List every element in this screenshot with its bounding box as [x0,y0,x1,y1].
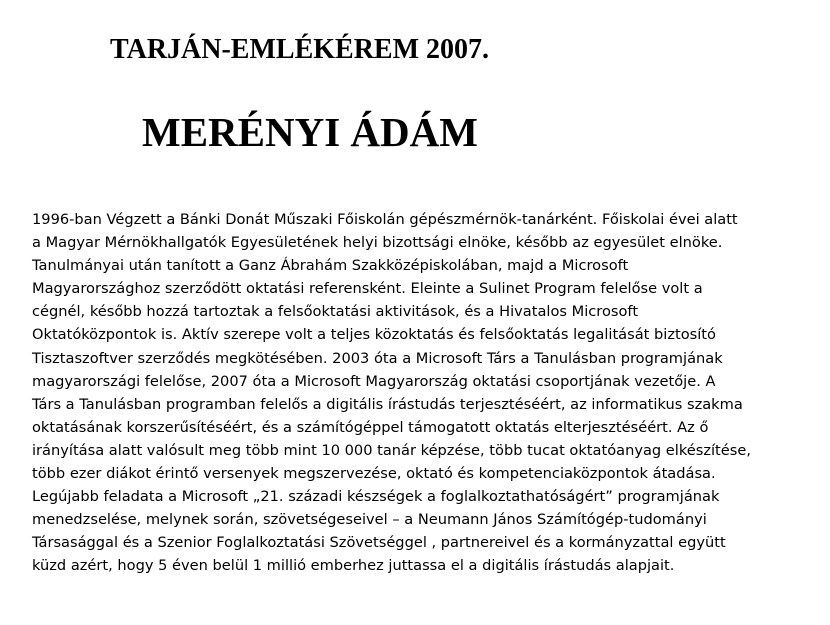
paragraph-line: magyarországi felelőse, 2007 óta a Microsoft Magyarország oktatási csoportjának vezetője. A [32,372,716,390]
paragraph-line: küzd azért, hogy 5 éven belül 1 millió emberhez juttassa el a digitális írástudás alapjait. [32,557,675,575]
paragraph-line: 1996-ban Végzett a Bánki Donát Műszaki Főiskolán gépészmérnök-tanárként. Főiskolai évei alatt [32,211,738,228]
paragraph-line: Társ a Tanulásban programban felelős a digitális írástudás terjesztéséért, az informatikus szakma [32,395,743,413]
biography-paragraph [32,208,792,578]
paragraph-line: Tanulmányai után tanított a Ganz Ábrahám Szakközépiskolában, majd a Microsoft [32,257,629,275]
paragraph-line: cégnél, később hozzá tartoztak a felsőoktatási aktivitások, és a Hivatalos Microsoft [32,303,639,321]
paragraph-line: Társasággal és a Szenior Foglalkoztatási Szövetséggel , partnereivel és a kormányzattal együtt [32,534,726,552]
paragraph-line: Tisztaszoftver szerződés megkötésében. 2003 óta a Microsoft Társ a Tanulásban programjának [32,349,723,367]
honoree-name: MERÉNYI ÁDÁM [142,109,478,155]
paragraph-line: oktatásának korszerűsítéséért, és a számítógéppel támogatott oktatás elterjesztéséért. Az ő [32,418,709,436]
paragraph-line: a Magyar Mérnökhallgatók Egyesületének helyi bizottsági elnöke, később az egyesület elnöke. [32,234,723,252]
paragraph-line: Legújabb feladata a Microsoft „21. századi készségek a foglalkoztathatóságért” programjának [32,488,720,506]
document-title: TARJÁN-EMLÉKÉREM 2007. [110,34,490,65]
paragraph-line: Magyarországhoz szerződött oktatási referensként. Eleinte a Sulinet Program felelőse volt a [32,280,703,298]
paragraph-line: Oktatóközpontok is. Aktív szerepe volt a teljes közoktatás és felsőoktatás legalitását biztosító [32,326,716,344]
paragraph-line: irányítása alatt valósult meg több mint 10 000 tanár képzése, több tucat oktatóanyag elkészítése, [32,441,751,459]
paragraph-line: több ezer diákot érintő versenyek megszervezése, oktató és kompetenciaközpontok átadása. [32,465,716,483]
paragraph-line: menedzselése, melynek során, szövetségeseivel – a Neumann János Számítógép-tudományi [32,511,707,529]
